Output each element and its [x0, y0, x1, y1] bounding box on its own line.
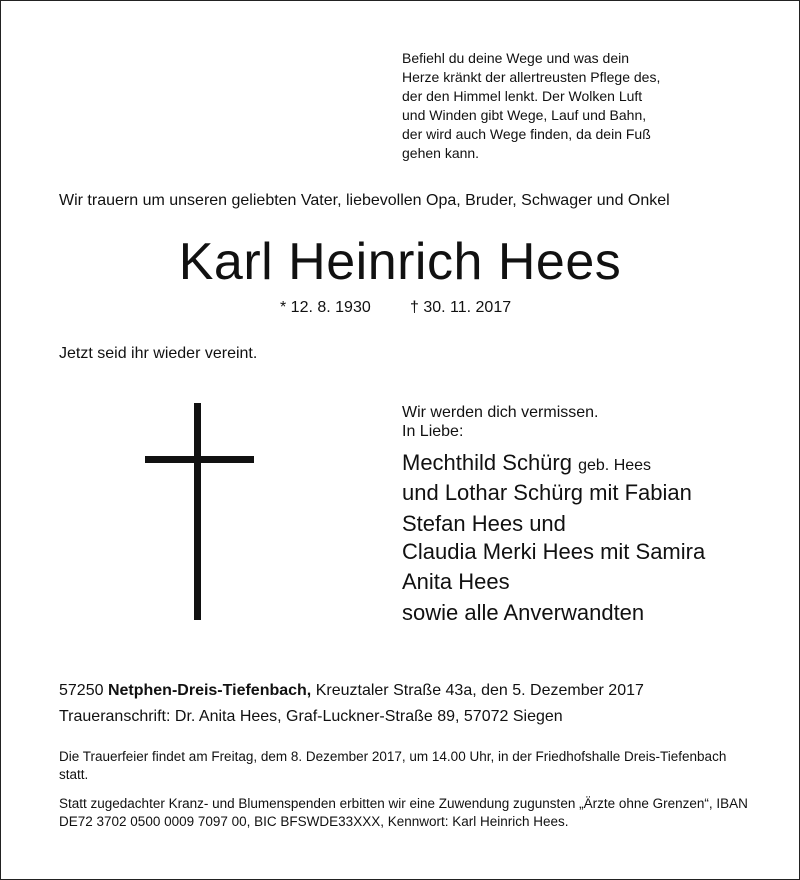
mourner-line: [402, 450, 651, 476]
donation-notice: Statt zugedachter Kranz- und Blumenspenden erbitten wir eine Zuwendung zugunsten „Ärzte ohne Grenzen“, IBAN DE72 3702 0500 0009 7097 00, BIC BFSWDE33XXX, Kennwort: Karl Heinrich Hees.: [59, 796, 748, 829]
mourner-name: Mechthild Schürg: [402, 450, 572, 475]
funeral-notice: Die Trauerfeier findet am Freitag, dem 8. Dezember 2017, um 14.00 Uhr, in der Friedhofshalle Dreis-Tiefenbach statt.: [59, 749, 727, 782]
farewell-line: Wir werden dich vermissen.: [402, 404, 599, 421]
mourner-line: Anita Hees: [402, 569, 510, 594]
maiden-name: geb. Hees: [578, 457, 652, 474]
postcode: 57250: [59, 682, 104, 699]
mourning-address: Traueranschrift: Dr. Anita Hees, Graf-Luckner-Straße 89, 57072 Siegen: [59, 708, 563, 725]
mourner-line: und Lothar Schürg mit Fabian: [402, 480, 692, 505]
cross-icon-bar: [145, 456, 254, 463]
birth-date: * 12. 8. 1930: [280, 299, 371, 316]
location-line: [59, 681, 644, 701]
place-name: Netphen-Dreis-Tiefenbach,: [107, 682, 312, 699]
mourner-line: Claudia Merki Hees mit Samira: [402, 539, 706, 564]
deceased-name: Karl Heinrich Hees: [178, 233, 622, 291]
farewell-signoff: In Liebe:: [402, 423, 464, 440]
reunited-text: Jetzt seid ihr wieder vereint.: [59, 345, 258, 362]
mourner-line: sowie alle Anverwandten: [402, 600, 645, 625]
cross-icon: [194, 403, 201, 620]
street-date: Kreuztaler Straße 43a, den 5. Dezember 2017: [315, 682, 644, 699]
death-date: † 30. 11. 2017: [410, 299, 512, 316]
mourner-line: Stefan Hees und: [402, 511, 566, 536]
poem-verse: Befiehl du deine Wege und was dein Herze kränkt der allertreusten Pflege des, der den Himmel lenkt. Der Wolken Luft und Winden gibt Wege, Lauf und Bahn, der wird auch Wege finden, da dein Fuß gehen kann.: [402, 50, 661, 161]
intro-text: Wir trauern um unseren geliebten Vater, liebevollen Opa, Bruder, Schwager und Onkel: [59, 192, 670, 209]
farewell-text: [402, 403, 599, 441]
